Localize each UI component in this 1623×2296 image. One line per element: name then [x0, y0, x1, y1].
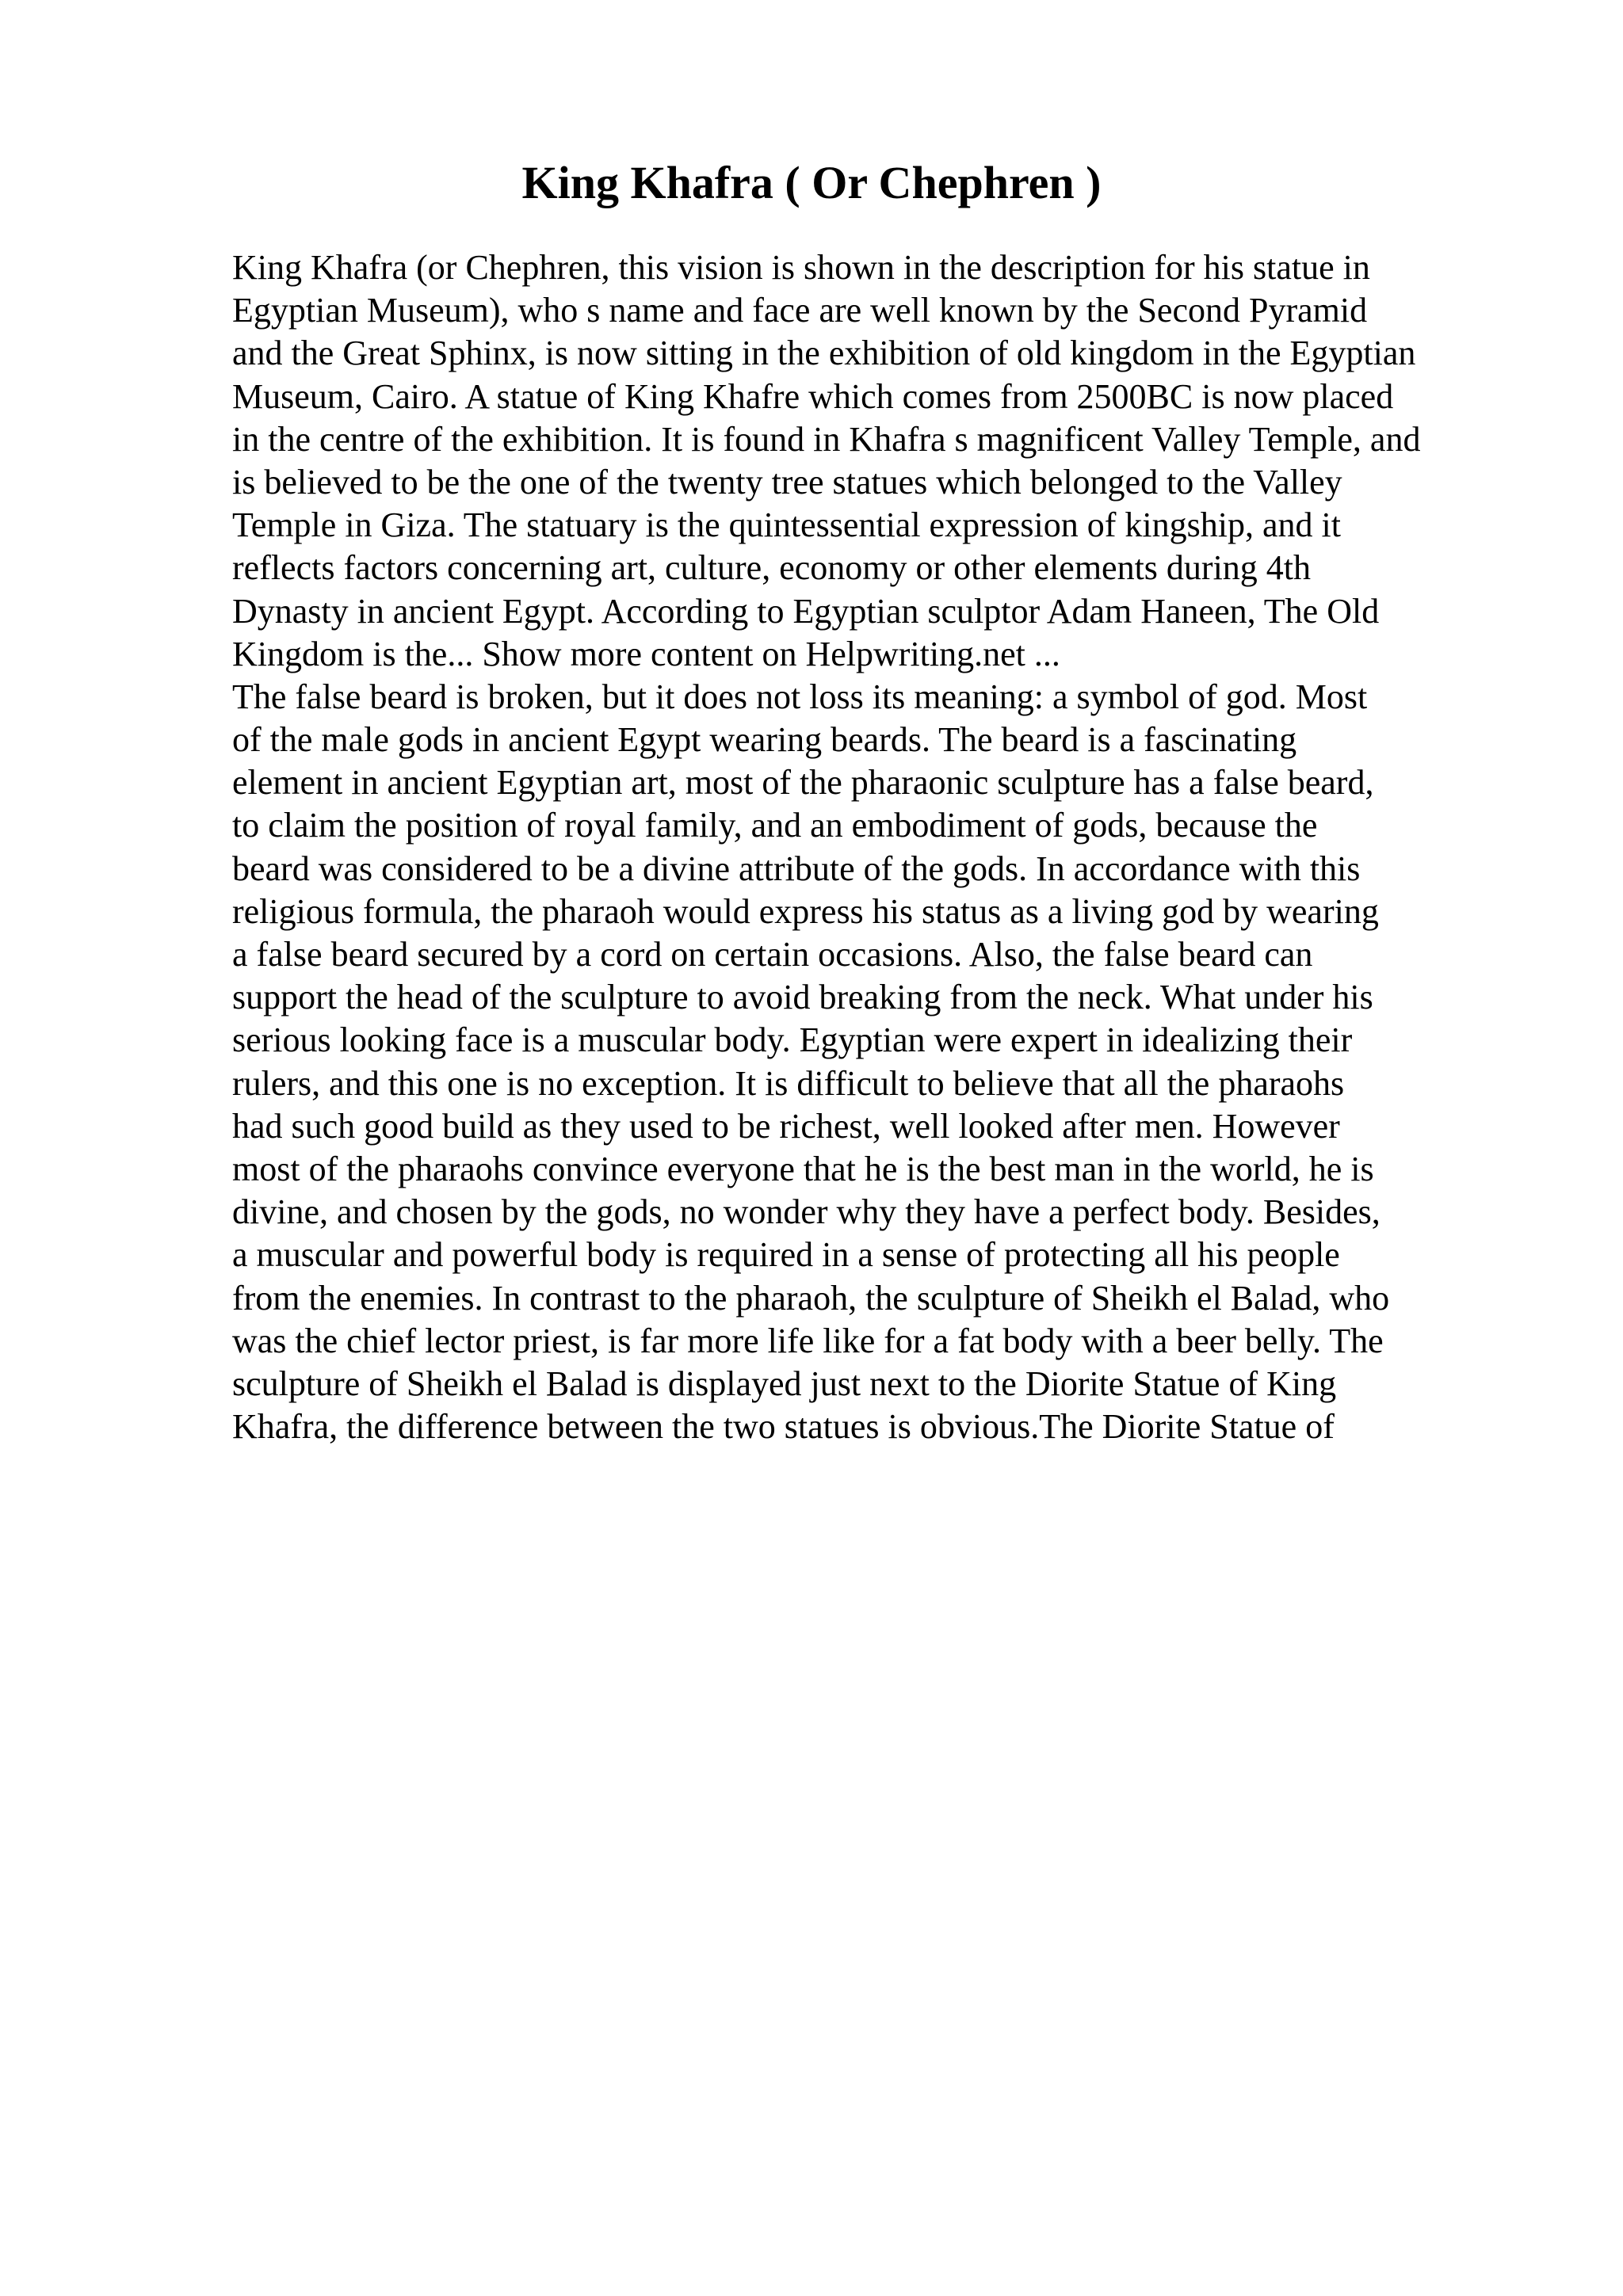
text-line: religious formula, the pharaoh would express his status as a living god by wearing [232, 891, 1379, 931]
text-line: most of the pharaohs convince everyone that he is the best man in the world, he is [232, 1149, 1374, 1188]
text-line: reflects factors concerning art, culture, economy or other elements during 4th [232, 548, 1312, 588]
text-line: The false beard is broken, but it does not loss its meaning: a symbol of god. Most [232, 677, 1368, 716]
text-line: beard was considered to be a divine attribute of the gods. In accordance with this [232, 849, 1361, 888]
text-line: a muscular and powerful body is required in a sense of protecting all his people [232, 1235, 1340, 1275]
text-line: from the enemies. In contrast to the pharaoh, the sculpture of Sheikh el Balad, who [232, 1278, 1390, 1318]
text-line: a false beard secured by a cord on certain occasions. Also, the false beard can [232, 935, 1313, 974]
text-line: in the centre of the exhibition. It is found in Khafra s magnificent Valley Temple, and [232, 419, 1421, 459]
document-title: King Khafra ( Or Chephren ) [521, 157, 1102, 208]
text-line: Egyptian Museum), who s name and face are well known by the Second Pyramid [232, 291, 1368, 330]
text-line: Dynasty in ancient Egypt. According to Egyptian sculptor Adam Haneen, The Old [232, 591, 1380, 631]
text-line: Kingdom is the... Show more content on Helpwriting.net ... [232, 634, 1060, 673]
text-line: had such good build as they used to be richest, well looked after men. However [232, 1106, 1340, 1146]
text-line: sculpture of Sheikh el Balad is displayed just next to the Diorite Statue of King [232, 1363, 1337, 1403]
text-line: support the head of the sculpture to avoid breaking from the neck. What under his [232, 978, 1373, 1017]
text-line: Museum, Cairo. A statue of King Khafre which comes from 2500BC is now placed [232, 376, 1394, 416]
text-line: divine, and chosen by the gods, no wonder why they have a perfect body. Besides, [232, 1192, 1381, 1232]
text-line: is believed to be the one of the twenty tree statues which belonged to the Valley [232, 462, 1342, 502]
text-line: rulers, and this one is no exception. It is difficult to believe that all the pharaohs [232, 1063, 1345, 1103]
paragraph-2 [232, 676, 1516, 1448]
document-body [232, 246, 1516, 1448]
text-line: element in ancient Egyptian art, most of the pharaonic sculpture has a false beard, [232, 763, 1374, 803]
text-line: Temple in Giza. The statuary is the quintessential expression of kingship, and it [232, 505, 1341, 545]
text-line: of the male gods in ancient Egypt wearing beards. The beard is a fascinating [232, 720, 1297, 760]
text-line: King Khafra (or Chephren, this vision is shown in the description for his statue in [232, 248, 1370, 287]
text-line: to claim the position of royal family, and an embodiment of gods, because the [232, 806, 1318, 845]
text-line: serious looking face is a muscular body. Egyptian were expert in idealizing their [232, 1020, 1353, 1060]
text-line: was the chief lector priest, is far more life like for a fat body with a beer belly. The [232, 1321, 1384, 1360]
paragraph-1 [232, 246, 1516, 676]
text-line: and the Great Sphinx, is now sitting in the exhibition of old kingdom in the Egyptian [232, 334, 1416, 373]
text-line: Khafra, the difference between the two statues is obvious.The Diorite Statue of [232, 1407, 1335, 1447]
